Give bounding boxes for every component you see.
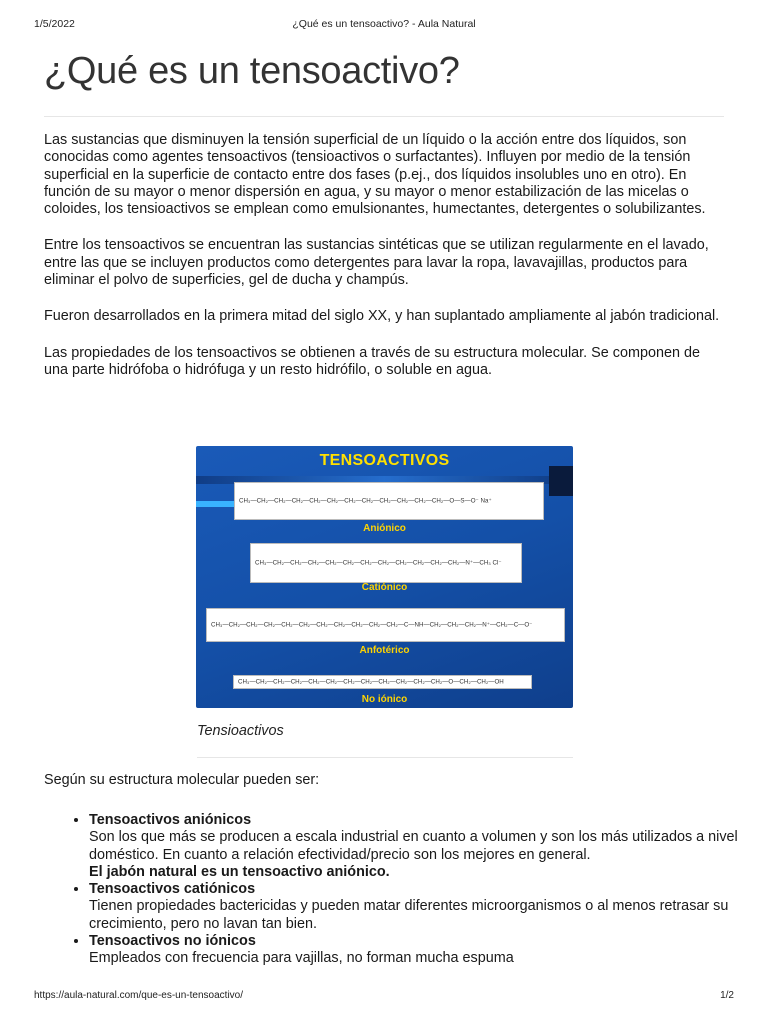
nonionic-label: No iónico <box>361 694 408 705</box>
surfactant-types-list <box>72 812 749 968</box>
anionic-label: Aniónico <box>363 523 406 534</box>
anionic-formula: CH₃—CH₂—CH₂—CH₂—CH₂—CH₂—CH₂—CH₂—CH₂—CH₂—CH₂—CH₂—O—S—O⁻ Na⁺ <box>239 497 492 505</box>
print-page-title: ¿Qué es un tensoactivo? - Aula Natural <box>292 18 476 30</box>
list-item <box>89 933 749 968</box>
page-number: 1/2 <box>720 990 734 1001</box>
list-item-title: • Tensoactivos aniónicos <box>89 812 252 828</box>
list-item-desc: Son los que más se producen a escala industrial en cuanto a volumen y son los más utilizados a nivel doméstico. En cuanto a relación efectividad/precio son los mejores en general. <box>89 829 738 863</box>
types-intro: Según su estructura molecular pueden ser: <box>44 772 320 788</box>
anionic-structure <box>234 482 544 520</box>
surfactants-figure <box>196 446 573 708</box>
amphoteric-label: Anfotérico <box>359 645 410 656</box>
figure-decor-bar <box>196 501 234 507</box>
list-item-title: • Tensoactivos catiónicos <box>89 881 256 898</box>
list-item-desc: Tienen propiedades bactericidas y pueden matar diferentes microorganismos o al menos retrasar su crecimiento, pero no lavan tan bien. <box>89 898 729 932</box>
paragraph: Fueron desarrollados en la primera mitad del siglo XX, y han suplantado ampliamente al jabón tradicional. <box>44 308 720 325</box>
list-item-emphasis: El jabón natural es un tensoactivo aniónico. <box>89 863 390 880</box>
list-item <box>89 812 749 881</box>
paragraph: Las sustancias que disminuyen la tensión superficial de un líquido o la acción entre dos líquidos, son conocidas como agentes tensoactivos (tensioactivos o surfactantes). Influyen por medio de la tensión superficial en la superficie de contacto entre dos fases (p.ej., dos líquidos insolubles uno en otro). En función de su mayor o menor dispersión en agua, y su mayor o menor estabilización de las micelas o coloides, los tensioactivos se emplean como emulsionantes, humectantes, detergentes o solubilizantes. <box>44 132 706 218</box>
title-divider <box>44 116 724 117</box>
list-item <box>89 881 749 933</box>
article-title: ¿Qué es un tensoactivo? <box>44 50 460 92</box>
caption-divider <box>197 757 573 758</box>
figure-caption: Tensioactivos <box>197 723 284 739</box>
amphoteric-formula: CH₃—CH₂—CH₂—CH₂—CH₂—CH₂—CH₂—CH₂—CH₂—CH₂—CH₂—C—NH—CH₂—CH₂—CH₂—N⁺—CH₂—C—O⁻ <box>211 621 533 629</box>
print-header <box>34 18 734 32</box>
list-item-title: • Tensoactivos no iónicos <box>89 933 256 950</box>
print-footer <box>34 990 734 1004</box>
cationic-label: Catiónico <box>361 582 408 593</box>
paragraph: Entre los tensoactivos se encuentran las sustancias sintéticas que se utilizan regularmente en el lavado, entre las que se incluyen productos como detergentes para lavar la ropa, lavavajillas, productos para eliminar el polvo de superficies, gel de ducha y champús. <box>44 237 709 289</box>
cationic-structure <box>250 543 522 583</box>
list-item-desc: Empleados con frecuencia para vajillas, no forman mucha espuma <box>89 950 514 967</box>
figure-title: TENSOACTIVOS <box>319 452 450 469</box>
nonionic-formula: CH₃—CH₂—CH₂—CH₂—CH₂—CH₂—CH₂—CH₂—CH₂—CH₂—CH₂—CH₂—O—CH₂—CH₂—OH <box>238 678 504 686</box>
print-date: 1/5/2022 <box>34 18 75 30</box>
amphoteric-structure <box>206 608 565 642</box>
article-body <box>44 132 724 398</box>
paragraph: Las propiedades de los tensoactivos se obtienen a través de su estructura molecular. Se componen de una parte hidrófoba o hidrófuga y un resto hidrófilo, o soluble en agua. <box>44 344 700 378</box>
cationic-formula: CH₃—CH₂—CH₂—CH₂—CH₂—CH₂—CH₂—CH₂—CH₂—CH₂—CH₂—CH₂—N⁺—CH₃ Cl⁻ <box>255 559 502 567</box>
nonionic-structure <box>233 675 532 689</box>
print-url: https://aula-natural.com/que-es-un-tensoactivo/ <box>34 990 243 1001</box>
figure-decor-corner <box>549 466 573 496</box>
